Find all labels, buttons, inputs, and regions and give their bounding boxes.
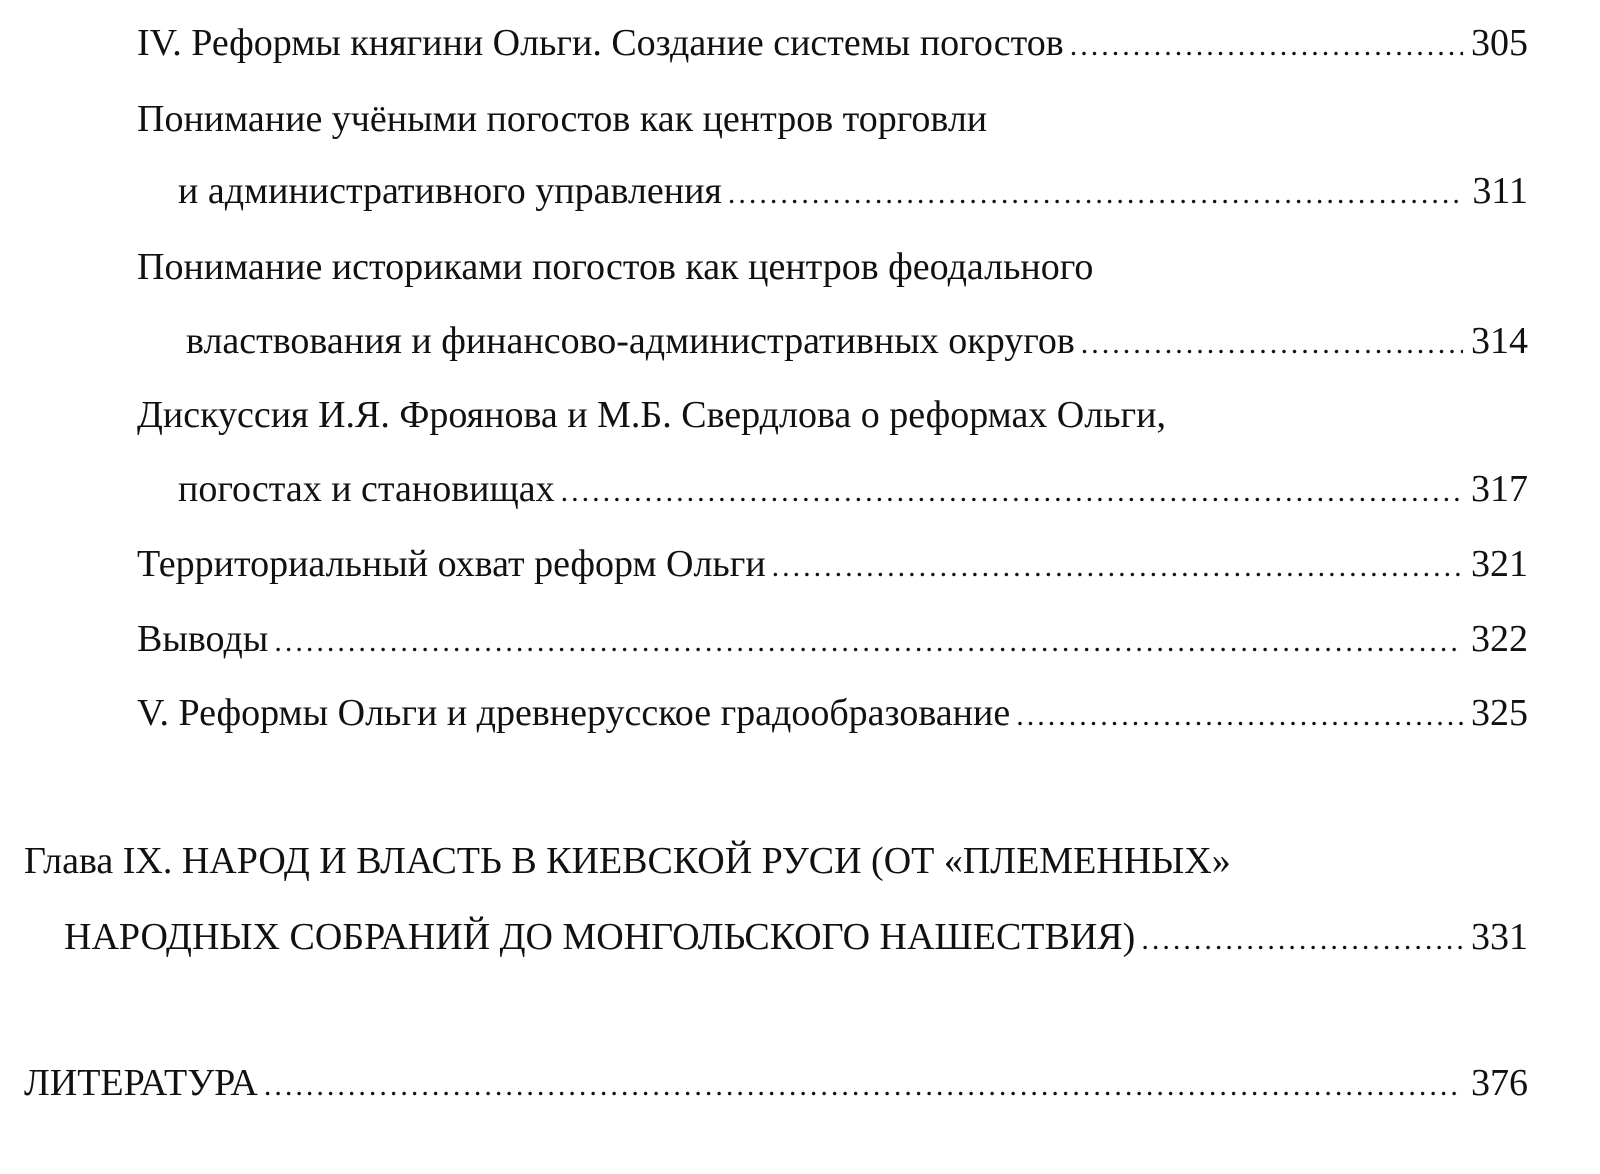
toc-page-number: 376 xyxy=(1471,1062,1528,1104)
toc-entry-trade-centers-line1 xyxy=(137,96,987,142)
toc-page-number: 321 xyxy=(1471,543,1528,585)
toc-chapter-title: Глава IX. НАРОД И ВЛАСТЬ В КИЕВСКОЙ РУСИ (ОТ «ПЛЕМЕННЫХ» xyxy=(24,840,1231,882)
toc-entry-olga-reforms xyxy=(137,20,1528,69)
toc-entry-title: Дискуссия И.Я. Фроянова и М.Б. Свердлова о реформах Ольги, xyxy=(137,394,1166,436)
toc-entry-conclusions xyxy=(137,616,1528,665)
toc-entry-title-continued: погостах и становищах xyxy=(178,468,555,510)
dot-leader xyxy=(1070,23,1463,69)
toc-page-number: 325 xyxy=(1471,692,1528,734)
toc-entry-title: Понимание историками погостов как центров феодального xyxy=(137,246,1094,288)
toc-entry-feudal-centers-line2 xyxy=(186,318,1528,367)
dot-leader xyxy=(274,619,1463,665)
toc-entry-title: IV. Реформы княгини Ольги. Создание системы погостов xyxy=(137,22,1064,64)
toc-entry-feudal-centers-line1 xyxy=(137,244,1093,290)
toc-entry-title: Понимание учёными погостов как центров торговли xyxy=(137,98,988,140)
toc-entry-town-formation xyxy=(137,690,1528,739)
toc-page-number: 331 xyxy=(1471,916,1528,958)
toc-entry-trade-centers-line2 xyxy=(178,168,1528,217)
toc-entry-title: Территориальный охват реформ Ольги xyxy=(137,543,766,585)
dot-leader xyxy=(728,171,1465,217)
dot-leader xyxy=(1081,321,1463,367)
toc-entry-title: Выводы xyxy=(137,618,269,660)
dot-leader xyxy=(561,469,1463,515)
toc-page-number: 314 xyxy=(1471,320,1528,362)
toc-entry-discussion-line2 xyxy=(178,466,1528,515)
toc-entry-title-continued: властвования и финансово-административных округов xyxy=(186,320,1075,362)
toc-entry-discussion-line1 xyxy=(137,392,1166,438)
dot-leader xyxy=(264,1063,1463,1109)
toc-chapter-9-line2 xyxy=(64,914,1528,963)
toc-entry-territorial-scope xyxy=(137,541,1528,590)
toc-entry-title-continued: и административного управления xyxy=(178,170,722,212)
toc-entry-title: ЛИТЕРАТУРА xyxy=(24,1062,258,1104)
toc-chapter-title-continued: НАРОДНЫХ СОБРАНИЙ ДО МОНГОЛЬСКОГО НАШЕСТВИЯ) xyxy=(64,916,1136,958)
toc-chapter-9-line1 xyxy=(24,838,1231,884)
dot-leader xyxy=(1141,917,1463,963)
dot-leader xyxy=(772,544,1463,590)
dot-leader xyxy=(1016,693,1463,739)
toc-page-number: 305 xyxy=(1471,22,1528,64)
toc-entry-literature xyxy=(24,1060,1528,1109)
toc-page-number: 311 xyxy=(1472,170,1528,212)
toc-entry-title: V. Реформы Ольги и древнерусское градообразование xyxy=(137,692,1011,734)
toc-page-number: 322 xyxy=(1471,618,1528,660)
toc-page-number: 317 xyxy=(1471,468,1528,510)
